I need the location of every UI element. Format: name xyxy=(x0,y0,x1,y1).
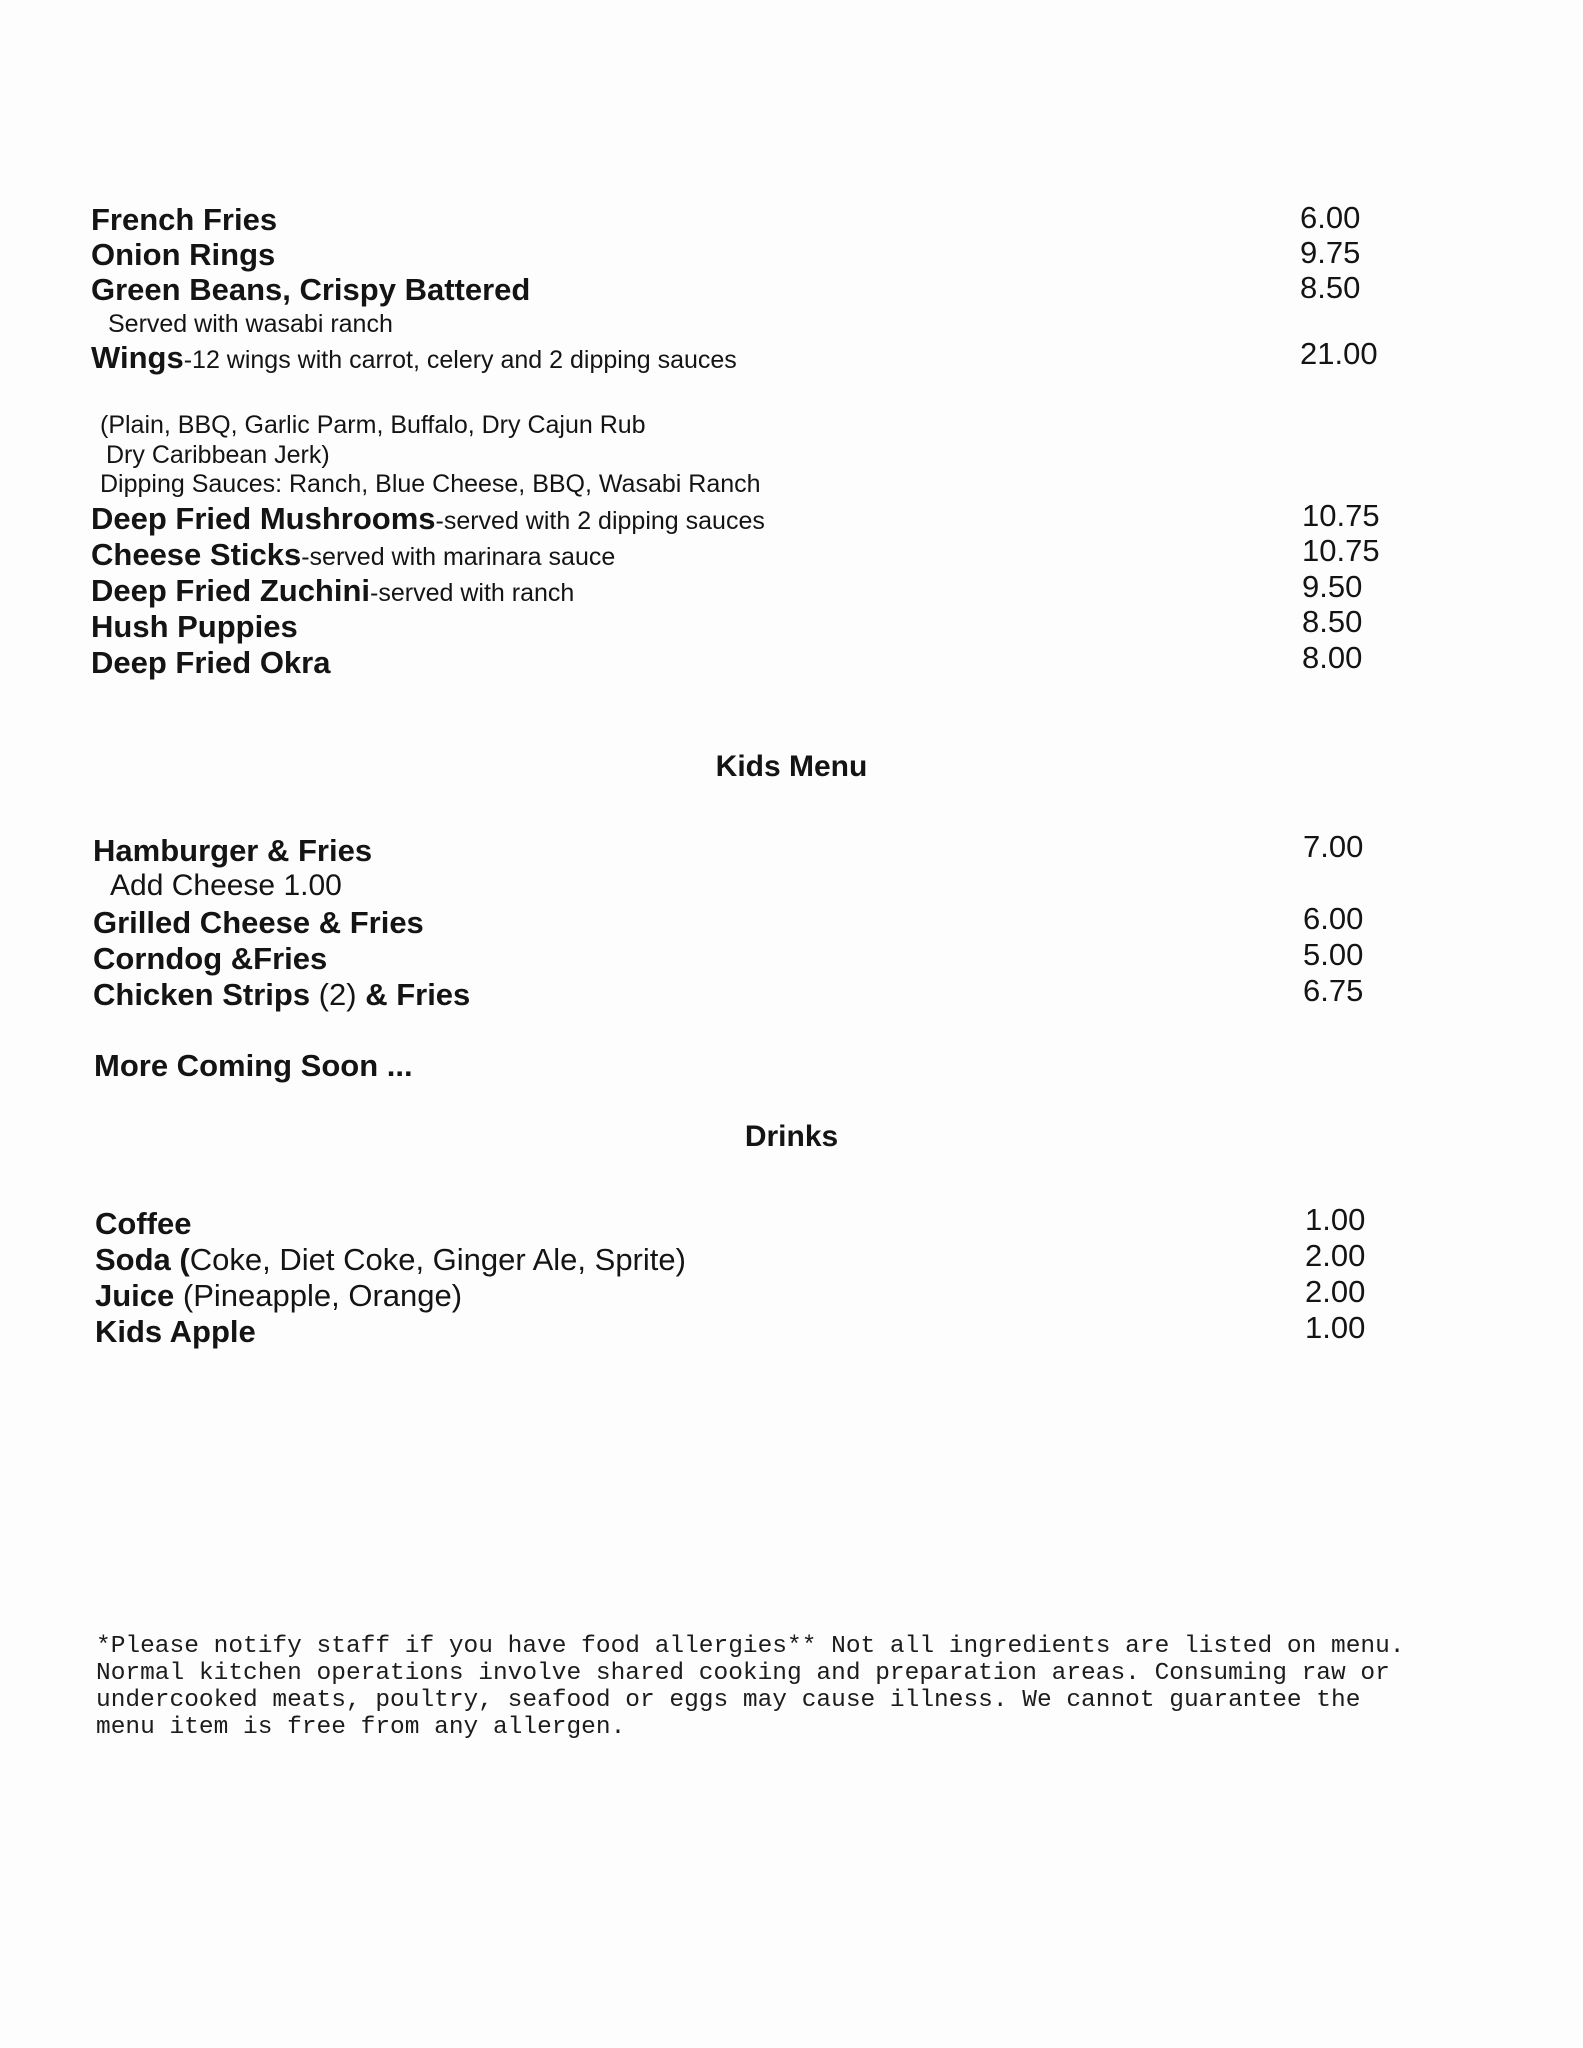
menu-item-description: -served with marinara sauce xyxy=(301,543,616,571)
dipping-sauces: Dipping Sauces: Ranch, Blue Cheese, BBQ, Wasabi Ranch xyxy=(100,470,761,498)
menu-item-description: -served with ranch xyxy=(370,579,575,607)
menu-item xyxy=(91,575,574,606)
menu-item-name: Grilled Cheese & Fries xyxy=(93,905,424,940)
menu-item-name: Green Beans, Crispy Battered xyxy=(91,272,531,307)
menu-item-name: Coffee xyxy=(95,1206,192,1241)
menu-item-price: 6.75 xyxy=(1303,973,1364,1008)
disclaimer-line: menu item is free from any allergen. xyxy=(96,1714,626,1741)
more-coming-soon: More Coming Soon ... xyxy=(94,1048,413,1083)
menu-item-options: (Pineapple, Orange) xyxy=(174,1278,463,1313)
menu-item-price: 21.00 xyxy=(1300,336,1378,371)
menu-item-name: Hush Puppies xyxy=(91,609,298,644)
menu-item-price: 1.00 xyxy=(1305,1310,1366,1345)
menu-item-price: 9.75 xyxy=(1300,235,1361,270)
menu-item xyxy=(91,539,615,570)
menu-item-name: Onion Rings xyxy=(91,237,276,272)
menu-item xyxy=(91,503,765,534)
disclaimer-line: undercooked meats, poultry, seafood or eggs may cause illness. We cannot guarantee the xyxy=(96,1687,1361,1714)
menu-item-name: Deep Fried Zuchini xyxy=(91,573,371,608)
menu-item-note: Served with wasabi ranch xyxy=(108,310,393,338)
menu-item-price: 6.00 xyxy=(1303,901,1364,936)
menu-item-price: 8.50 xyxy=(1302,604,1363,639)
menu-item-price: 8.50 xyxy=(1300,270,1361,305)
disclaimer-line: *Please notify staff if you have food allergies** Not all ingredients are listed on menu. xyxy=(96,1633,1405,1660)
menu-item-name: French Fries xyxy=(91,202,278,237)
menu-item xyxy=(95,1244,686,1275)
wing-flavors: Dry Caribbean Jerk) xyxy=(106,441,330,469)
menu-item-name: Corndog &Fries xyxy=(93,941,328,976)
menu-item-price: 2.00 xyxy=(1305,1274,1366,1309)
menu-item-description: -served with 2 dipping sauces xyxy=(435,507,765,535)
wing-flavors: (Plain, BBQ, Garlic Parm, Buffalo, Dry Cajun Rub xyxy=(100,411,646,439)
menu-item-quantity: (2) xyxy=(310,977,366,1012)
disclaimer-line: Normal kitchen operations involve shared cooking and preparation areas. Consuming raw or xyxy=(96,1660,1390,1687)
menu-item-price: 6.00 xyxy=(1300,200,1361,235)
menu-item-name: Juice xyxy=(95,1278,175,1313)
menu-item-name: Kids Apple xyxy=(95,1314,256,1349)
menu-item-options: Coke, Diet Coke, Ginger Ale, Sprite) xyxy=(189,1242,686,1277)
menu-item-price: 8.00 xyxy=(1302,640,1363,675)
section-heading-drinks: Drinks xyxy=(744,1120,839,1153)
menu-item-description: -12 wings with carrot, celery and 2 dipping sauces xyxy=(183,346,737,374)
menu-item-price: 7.00 xyxy=(1303,829,1364,864)
menu-item-name: Wings xyxy=(91,340,184,375)
section-heading-kids-menu: Kids Menu xyxy=(715,750,868,783)
menu-item-price: 10.75 xyxy=(1302,498,1380,533)
menu-item-name: Cheese Sticks xyxy=(91,537,302,572)
menu-item-name: Deep Fried Okra xyxy=(91,645,331,680)
menu-item-name-suffix: & Fries xyxy=(365,977,471,1012)
menu-item-name: Deep Fried Mushrooms xyxy=(91,501,436,536)
menu-item xyxy=(93,979,470,1010)
menu-item xyxy=(91,342,737,373)
menu-item xyxy=(95,1280,462,1311)
menu-item-price: 2.00 xyxy=(1305,1238,1366,1273)
menu-item-price: 10.75 xyxy=(1302,533,1380,568)
menu-item-price: 9.50 xyxy=(1302,569,1363,604)
menu-item-name: Chicken Strips xyxy=(93,977,311,1012)
menu-item-price: 1.00 xyxy=(1305,1202,1366,1237)
menu-item-name: Hamburger & Fries xyxy=(93,833,373,868)
allergy-disclaimer xyxy=(96,1633,1405,1741)
menu-item-name: Soda ( xyxy=(95,1242,190,1277)
menu-item-price: 5.00 xyxy=(1303,937,1364,972)
add-cheese-option: Add Cheese 1.00 xyxy=(110,869,342,902)
